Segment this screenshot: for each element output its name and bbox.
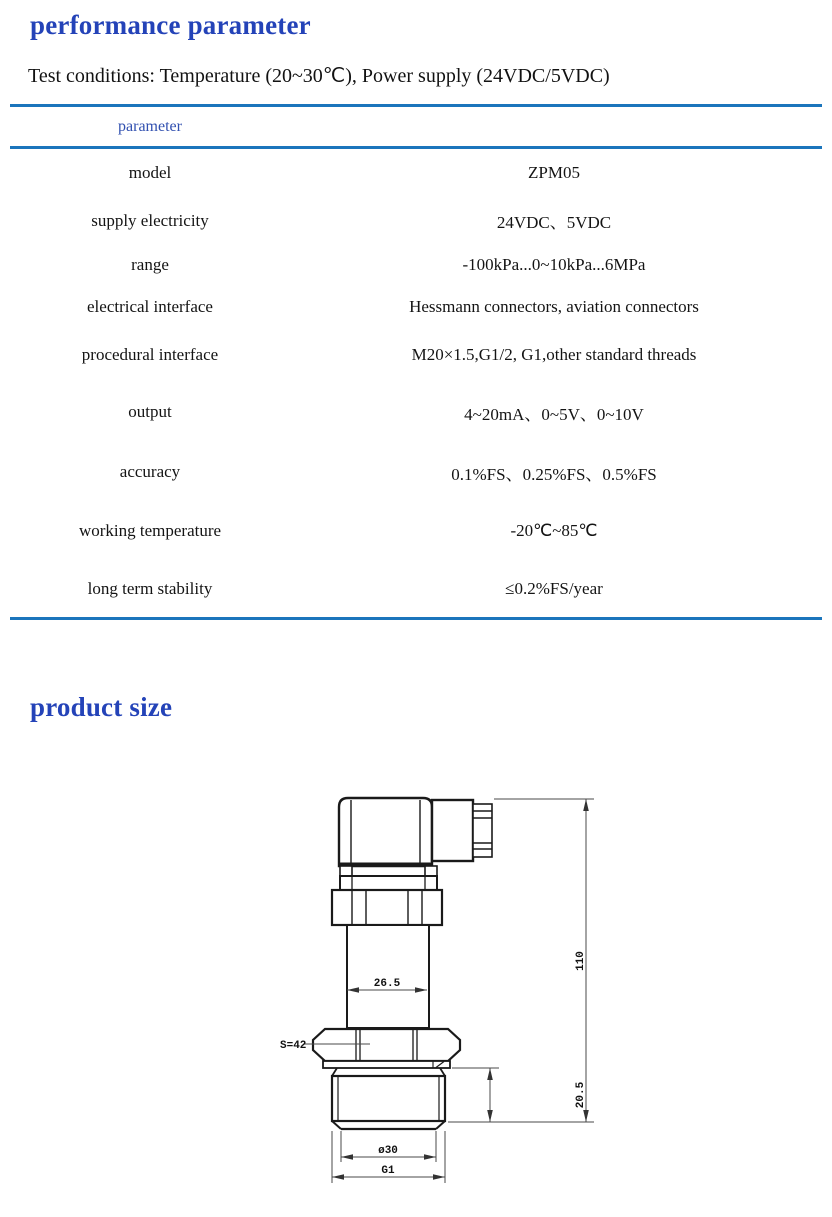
section-title-performance-parameter: performance parameter: [30, 10, 311, 40]
parameter-table: [10, 104, 822, 620]
dimension-label-diameter: ø30: [378, 1145, 398, 1157]
row-output: [10, 382, 822, 442]
table-header-parameter: parameter: [118, 117, 182, 135]
row-value: 4~20mA、0~5V、0~10V: [464, 404, 644, 424]
row-model: [10, 149, 822, 197]
row-label: accuracy: [119, 462, 181, 481]
row-label: supply electricity: [91, 210, 209, 230]
row-label: range: [131, 255, 169, 274]
row-procedural-interface: [10, 328, 822, 382]
table-header-row: [10, 107, 822, 149]
transmitter-outline: [313, 798, 492, 1129]
row-value: -100kPa...0~10kPa...6MPa: [462, 255, 646, 274]
row-label: procedural interface: [81, 345, 219, 364]
row-value: 24VDC、5VDC: [496, 213, 612, 232]
dimension-label-hex-wrench: S=42: [280, 1040, 307, 1052]
row-label: output: [128, 402, 172, 421]
row-value: ZPM05: [528, 163, 580, 182]
row-label: working temperature: [78, 521, 222, 540]
row-working-temperature: [10, 502, 822, 560]
row-supply-electricity: [10, 197, 822, 244]
test-conditions-text: Test conditions: Temperature (20~30℃), Power supply (24VDC/5VDC): [28, 65, 610, 87]
row-value: -20℃~85℃: [510, 521, 598, 540]
row-range: [10, 244, 822, 286]
dimension-label-body-width: 26.5: [373, 978, 401, 990]
row-accuracy: [10, 442, 822, 502]
row-label: model: [128, 163, 172, 182]
product-size-drawing: [255, 785, 605, 1190]
row-value: Hessmann connectors, aviation connectors: [409, 297, 699, 316]
row-value: 0.1%FS、0.25%FS、0.5%FS: [451, 464, 657, 484]
dimension-label-thread-length: 20.5: [575, 1081, 587, 1109]
dimension-label-total-height: 110: [575, 951, 587, 971]
row-electrical-interface: [10, 286, 822, 328]
row-label: electrical interface: [87, 297, 213, 316]
section-title-product-size: product size: [30, 692, 173, 722]
row-label: long term stability: [87, 578, 213, 598]
row-long-term-stability: [10, 560, 822, 617]
dimension-label-thread-type: G1: [381, 1165, 395, 1177]
row-value: ≤0.2%FS/year: [505, 578, 603, 598]
row-value: M20×1.5,G1/2, G1,other standard threads: [411, 345, 697, 364]
